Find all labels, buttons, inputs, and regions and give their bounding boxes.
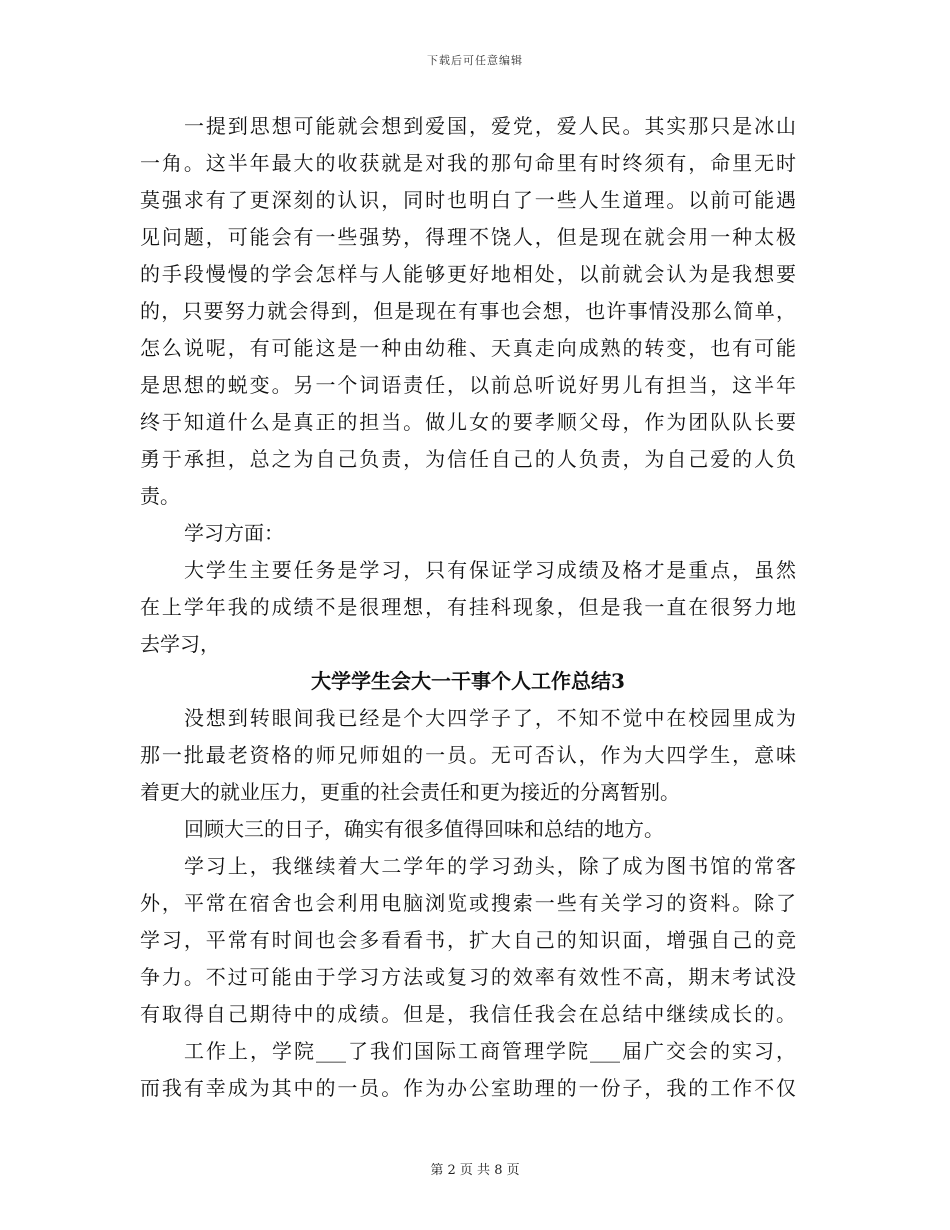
text-line: 着更大的就业压力，更重的社会责任和更为接近的分离暂别。	[140, 780, 680, 804]
text-line: 的，只要努力就会得到，但是现在有事也会想，也许事情没那么简单，	[140, 299, 796, 323]
text-line: 有取得自己期待中的成绩。但是，我信任我会在总结中继续成长的。	[140, 1002, 796, 1026]
text-line: 学习方面：	[184, 521, 284, 545]
text-line: 在上学年我的成绩不是很理想，有挂科现象，但是我一直在很努力地	[140, 595, 796, 619]
text-line: 怎么说呢，有可能这是一种由幼稚、天真走向成熟的转变，也有可能	[140, 336, 796, 360]
text-line: 一提到思想可能就会想到爱国，爱党，爱人民。其实那只是冰山	[184, 114, 796, 138]
text-line: 终于知道什么是真正的担当。做儿女的要孝顺父母，作为团队队长要	[140, 410, 796, 434]
text-line: 而我有幸成为其中的一员。作为办公室助理的一份子，我的工作不仅	[140, 1076, 796, 1100]
text-line: 学习，平常有时间也会多看看书，扩大自己的知识面，增强自己的竞	[140, 928, 796, 952]
page-header: 下载后可任意编辑	[427, 54, 523, 67]
text-line: 那一批最老资格的师兄师姐的一员。无可否认，作为大四学生，意味	[140, 743, 796, 767]
text-line: 大学生主要任务是学习，只有保证学习成绩及格才是重点，虽然	[184, 558, 796, 582]
section-heading: 大学学生会大一干事个人工作总结3	[311, 669, 625, 693]
text-line: 勇于承担，总之为自己负责，为信任自己的人负责，为自己爱的人负	[140, 447, 796, 471]
text-line: 回顾大三的日子，确实有很多值得回味和总结的地方。	[184, 817, 664, 841]
text-line: 的手段慢慢的学会怎样与人能够更好地相处，以前就会认为是我想要	[140, 262, 796, 286]
text-line: 外，平常在宿舍也会利用电脑浏览或搜索一些有关学习的资料。除了	[140, 891, 796, 915]
text-line: 学习上，我继续着大二学年的学习劲头，除了成为图书馆的常客	[184, 854, 796, 878]
page-footer: 第 2 页 共 8 页	[430, 1163, 520, 1178]
document-body	[140, 108, 796, 1107]
text-line: 去学习，	[140, 632, 220, 656]
text-line: 见问题，可能会有一些强势，得理不饶人，但是现在就会用一种太极	[140, 225, 796, 249]
text-line: 莫强求有了更深刻的认识，同时也明白了一些人生道理。以前可能遇	[140, 188, 796, 212]
text-line: 工作上，学院___了我们国际工商管理学院___届广交会的实习，	[184, 1039, 796, 1063]
text-line: 是思想的蜕变。另一个词语责任，以前总听说好男儿有担当，这半年	[140, 373, 796, 397]
text-line: 没想到转眼间我已经是个大四学子了，不知不觉中在校园里成为	[184, 706, 796, 730]
text-line: 争力。不过可能由于学习方法或复习的效率有效性不高，期末考试没	[140, 965, 796, 989]
text-line: 责。	[140, 484, 180, 508]
text-line: 一角。这半年最大的收获就是对我的那句命里有时终须有，命里无时	[140, 151, 796, 175]
